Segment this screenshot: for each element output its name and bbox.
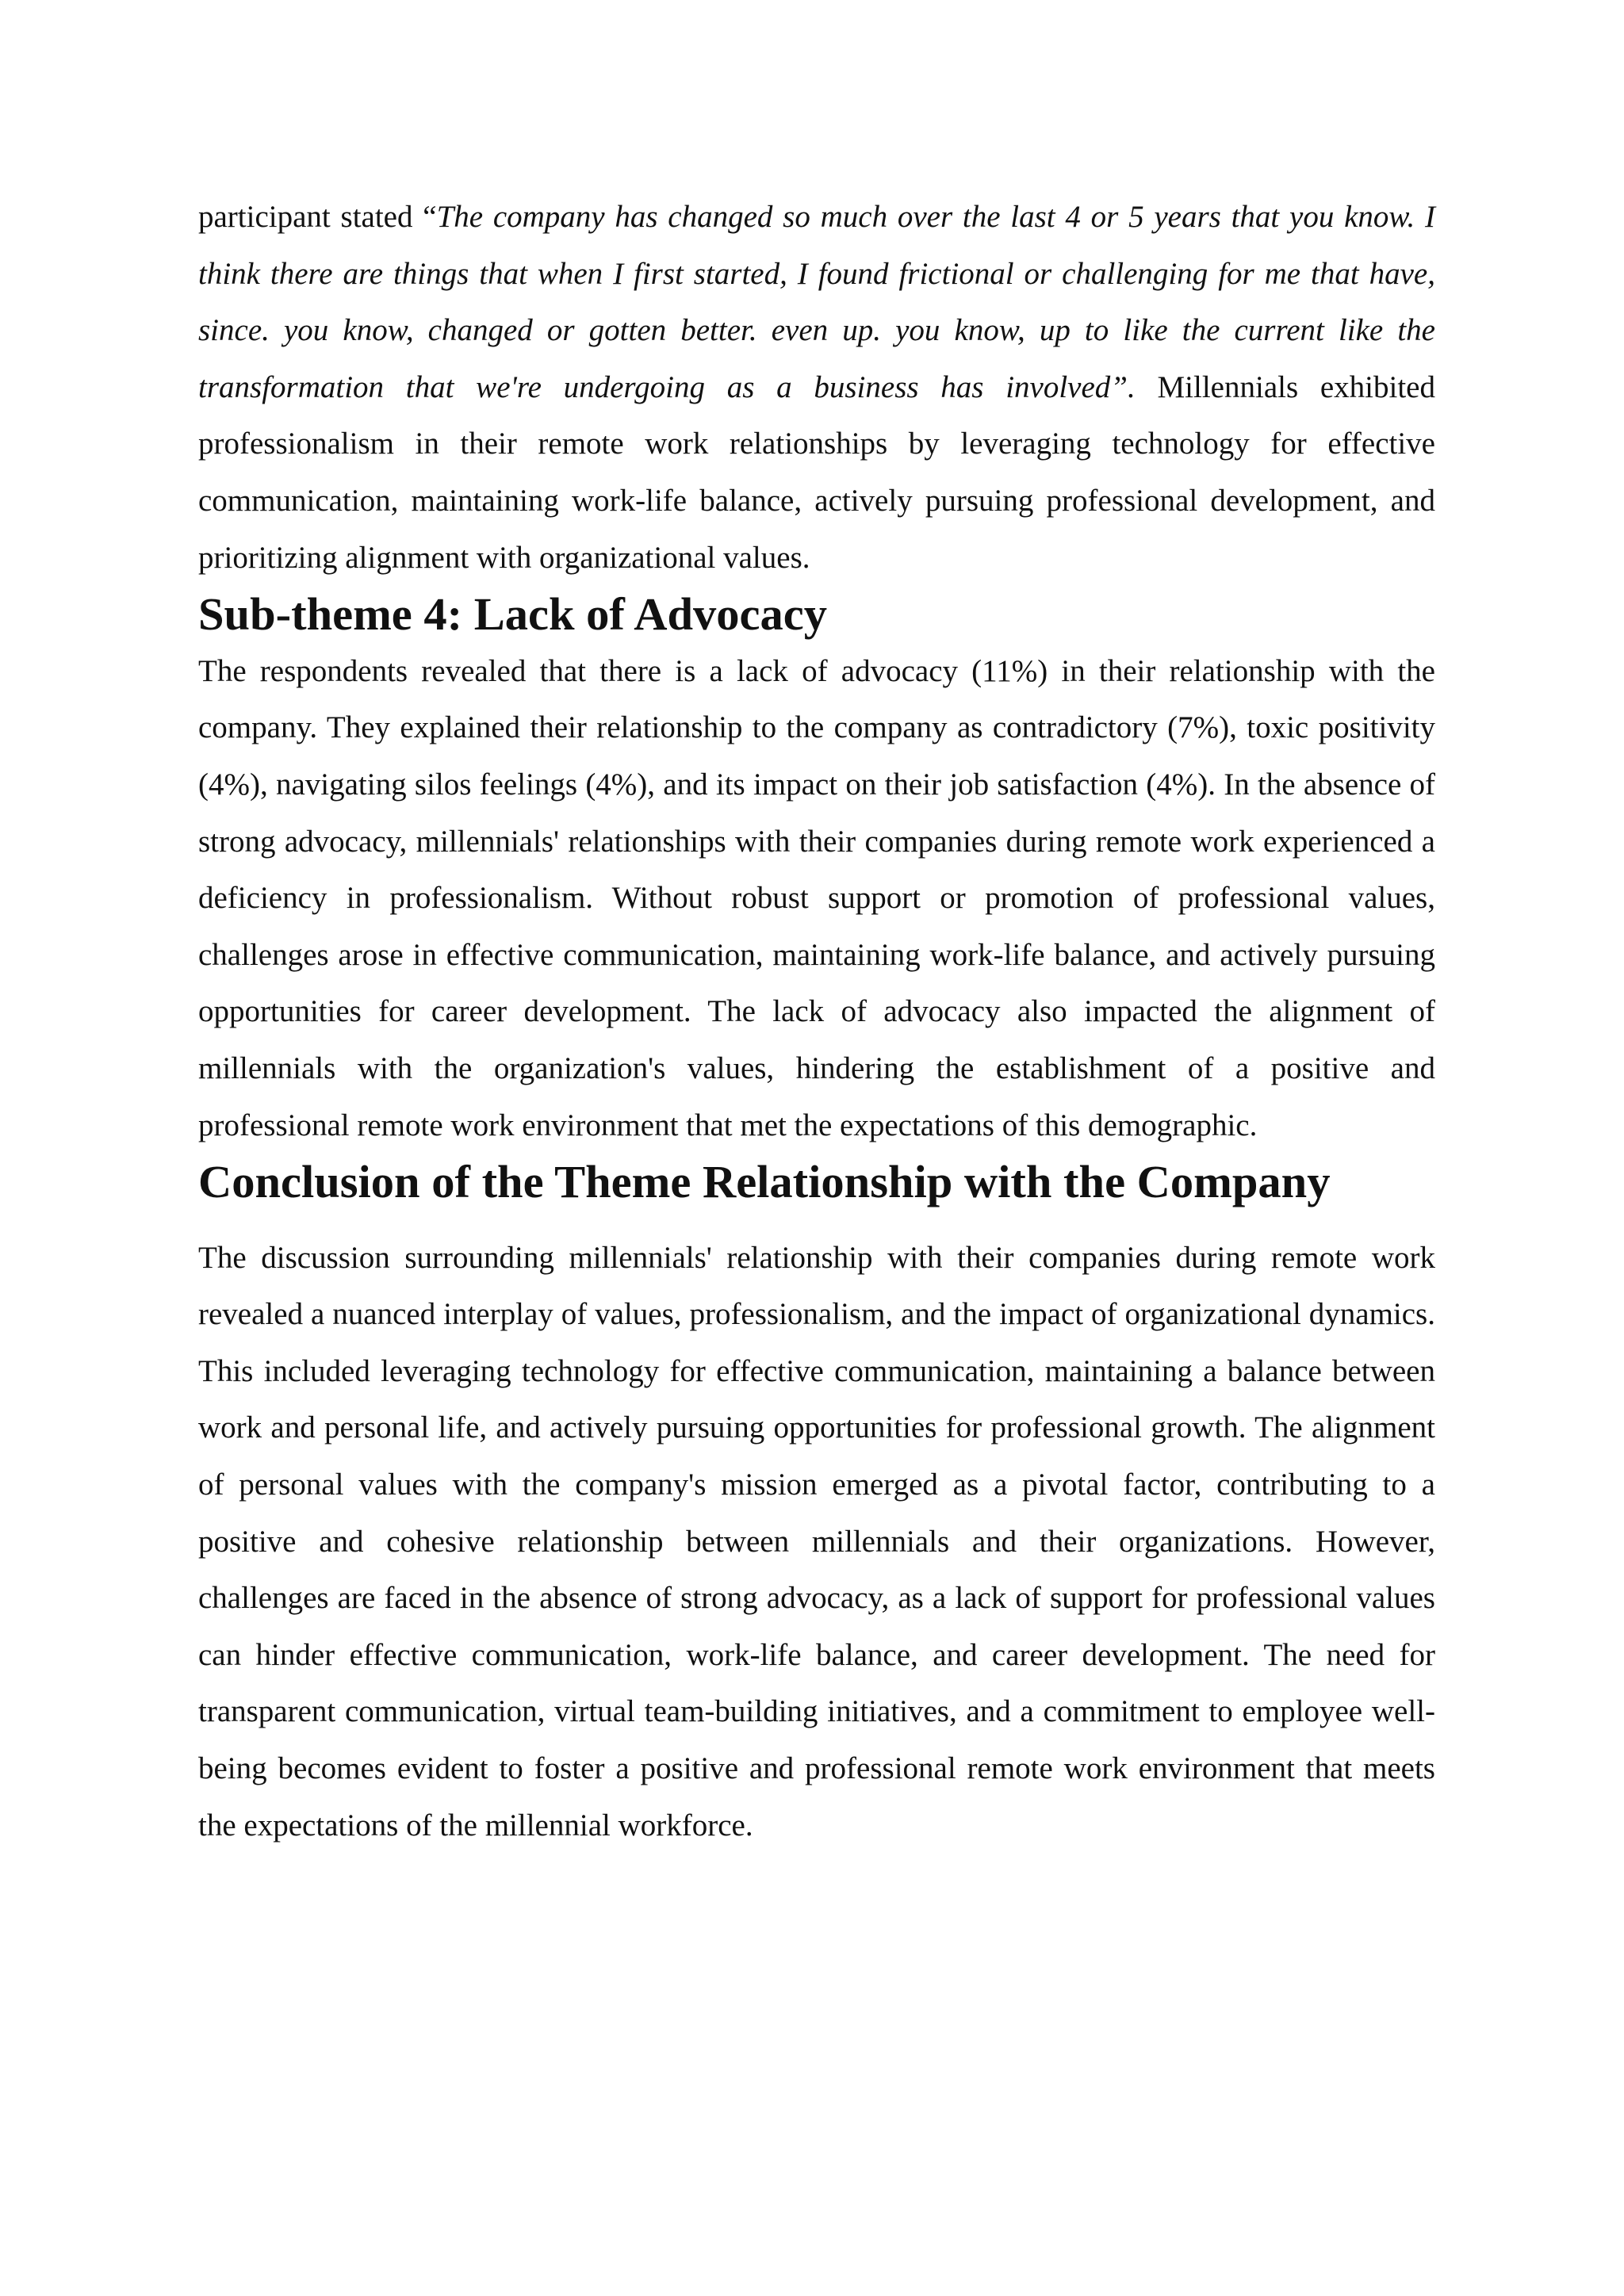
conclusion-paragraph: The discussion surrounding millennials' relationship with their companies during remote work revealed a nuanced interplay of values, professionalism, and the impact of organizational dynamics. This included leveraging technology for effective communication, maintaining a balance between work and personal life, and actively pursuing opportunities for professional growth. The alignment of personal values with the company's mission emerged as a pivotal factor, contributing to a positive and cohesive relationship between millennials and their organizations. However, challenges are faced in the absence of strong advocacy, as a lack of support for professional values can hinder effective communication, work-life balance, and career development. The need for transparent communication, virtual team-building initiatives, and a commitment to employee well-being becomes evident to foster a positive and professional remote work environment that meets the expectations of the millennial workforce. [198, 1240, 1435, 1843]
subtheme-4-paragraph: The respondents revealed that there is a lack of advocacy (11%) in their relationship with the company. They explained their relationship to the company as contradictory (7%), toxic positivity (4%), navigating silos feelings (4%), and its impact on their job satisfaction (4%). In the absence of strong advocacy, millennials' relationships with their companies during remote work experienced a deficiency in professionalism. Without robust support or promotion of professional values, challenges arose in effective communication, maintaining work-life balance, and actively pursuing opportunities for career development. The lack of advocacy also impacted the alignment of millennials with the organization's values, hindering the establishment of a positive and professional remote work environment that met the expectations of this demographic. [198, 653, 1435, 1142]
paragraph-participant-quote [198, 189, 1435, 586]
quote-lead-text: participant stated “ [198, 200, 437, 234]
subtheme-4-heading: Sub-theme 4: Lack of Advocacy [198, 588, 827, 641]
conclusion-heading: Conclusion of the Theme Relationship with the Company [198, 1156, 1331, 1208]
participant-quote: The company has changed so much over the last 4 or 5 years that you know. I think there are things that when I first started, I found frictional or challenging for me that have, since. you know, changed or gotten better. even up. you know, up to like the current like the transformation that we're undergoing as a business has involved”. [198, 200, 1435, 404]
document-page [198, 189, 1435, 1854]
paragraph-rest-text: Millennials exhibited professionalism in their remote work relationships by leveraging technology for effective communication, maintaining work-life balance, actively pursuing professional development, and prioritizing alignment with organizational values. [198, 369, 1435, 575]
